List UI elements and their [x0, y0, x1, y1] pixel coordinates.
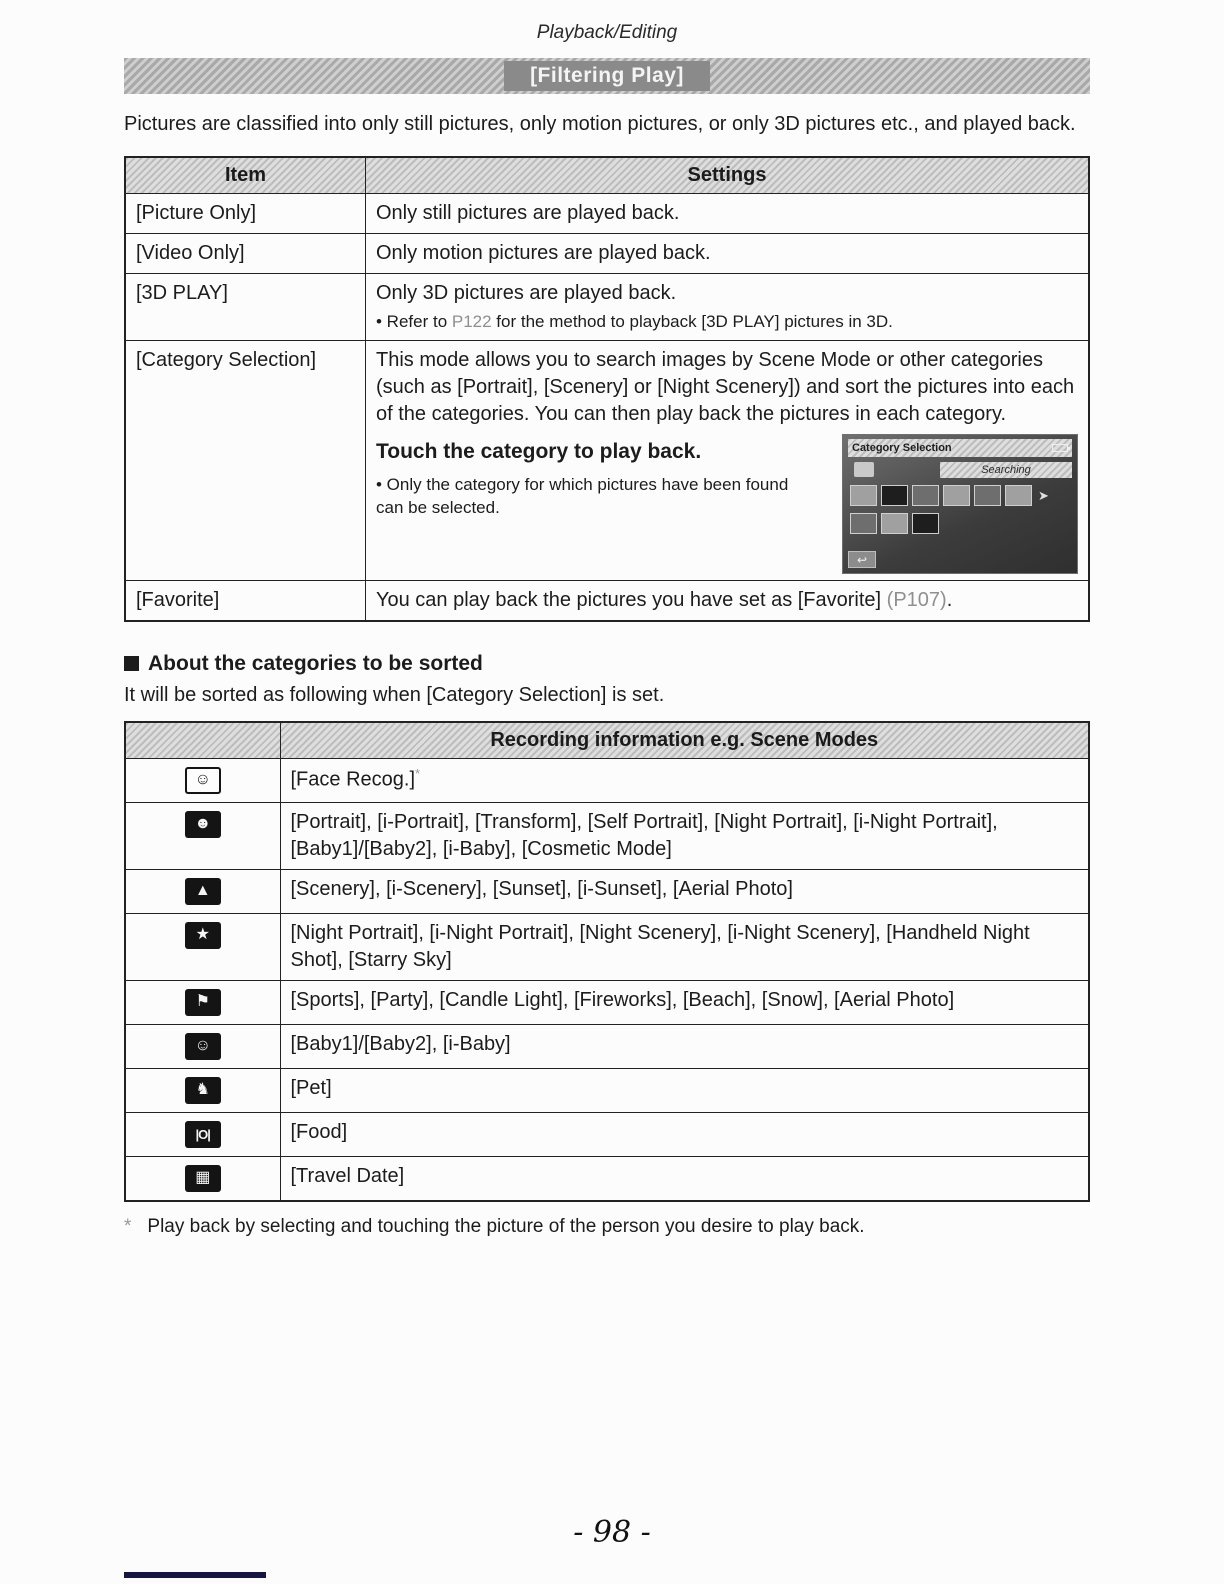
category-tile [912, 513, 939, 534]
category-cell: [Pet] [280, 1068, 1089, 1112]
category-cell [280, 758, 1089, 802]
running-header: Playback/Editing [536, 22, 678, 43]
intro-paragraph: Pictures are classified into only still pictures, only motion pictures, or only 3D pictures etc., and played back. [124, 113, 1076, 135]
table-row [125, 234, 1089, 274]
footnote-mark: * [415, 765, 421, 781]
table-row [125, 980, 1089, 1024]
category-cell: [Portrait], [i-Portrait], [Transform], [Self Portrait], [Night Portrait], [i-Night Portrait], [Baby1]/[Baby2], [i-Baby], [Cosmetic Mode] [280, 802, 1089, 869]
searching-status: Searching [940, 462, 1072, 478]
icon-cell [125, 1112, 280, 1156]
favorite-text: You can play back the pictures you have set as [Favorite] [376, 588, 887, 611]
footnote-text: Play back by selecting and touching the picture of the person you desire to play back. [147, 1215, 865, 1237]
icon-cell [125, 869, 280, 913]
icon-cell [125, 1024, 280, 1068]
table-header-row [125, 722, 1089, 759]
category-tile-row [850, 485, 1070, 506]
item-picture-only: [Picture Only] [125, 194, 366, 234]
category-tile [974, 485, 1001, 506]
table-row [125, 869, 1089, 913]
categories-heading-text: About the categories to be sorted [148, 651, 483, 675]
setting-category-selection [366, 340, 1090, 580]
square-bullet-icon [124, 656, 139, 671]
icon-cell [125, 802, 280, 869]
category-tile [850, 485, 877, 506]
categories-table [124, 721, 1090, 1202]
header-item: Item [125, 157, 366, 194]
night-portrait-icon: ★ [185, 922, 221, 949]
page-ref-p107: (P107) [886, 588, 947, 611]
category-cell: [Travel Date] [280, 1156, 1089, 1201]
table-row [125, 194, 1089, 234]
page-number: - 98 - [573, 1515, 651, 1550]
note-prefix: • Refer to [376, 312, 452, 331]
table-row [125, 802, 1089, 869]
category-selection-detail [376, 428, 1078, 574]
icon-cell [125, 1068, 280, 1112]
portrait-icon: ☻ [185, 811, 221, 838]
setting-3d-play [366, 274, 1090, 341]
next-arrow-icon: ➤ [1038, 487, 1049, 503]
header-icon-col [125, 722, 280, 759]
categories-heading [124, 652, 1090, 676]
footnote [124, 1214, 1090, 1240]
table-row [125, 1112, 1089, 1156]
sports-icon: ⚑ [185, 989, 221, 1016]
section-title-bar [124, 58, 1090, 94]
setting-favorite [366, 580, 1090, 621]
table-row [125, 1156, 1089, 1201]
table-row [125, 913, 1089, 980]
category-selection-left [376, 428, 816, 520]
category-cell: [Food] [280, 1112, 1089, 1156]
pet-icon: ♞ [185, 1077, 221, 1104]
table-header-row [125, 157, 1089, 194]
category-text: [Face Recog.] [290, 768, 416, 791]
category-note: • Only the category for which pictures have been found can be selected. [376, 475, 789, 518]
category-instruction: Touch the category to play back. [376, 439, 702, 463]
battery-icon [1052, 444, 1068, 452]
section-title: [Filtering Play] [504, 61, 710, 91]
category-tile [881, 513, 908, 534]
favorite-text-suffix: . [946, 588, 953, 611]
food-icon: |O| [185, 1121, 221, 1148]
category-tile-row [850, 513, 1070, 534]
category-tile [912, 485, 939, 506]
scenery-icon: ▲ [185, 878, 221, 905]
page-content [124, 0, 1090, 1240]
item-category-selection: [Category Selection] [125, 340, 366, 580]
setting-picture-only: Only still pictures are played back. [366, 194, 1090, 234]
item-3d-play: [3D PLAY] [125, 274, 366, 341]
page-ref-p122: P122 [451, 312, 492, 331]
icon-cell [125, 980, 280, 1024]
return-icon: ↩ [848, 551, 876, 568]
inset-status-row [848, 462, 1072, 478]
face-recog-icon: ☺ [185, 767, 221, 794]
category-cell: [Scenery], [i-Scenery], [Sunset], [i-Sunset], [Aerial Photo] [280, 869, 1089, 913]
header-recording-info: Recording information e.g. Scene Modes [280, 722, 1089, 759]
inset-title: Category Selection [852, 441, 952, 454]
table-row [125, 1024, 1089, 1068]
category-tile [943, 485, 970, 506]
item-video-only: [Video Only] [125, 234, 366, 274]
footnote-asterisk: * [124, 1215, 132, 1237]
icon-cell [125, 1156, 280, 1201]
category-tile [1005, 485, 1032, 506]
table-row [125, 758, 1089, 802]
table-row [125, 580, 1089, 621]
baby-icon: ☺ [185, 1033, 221, 1060]
category-tile [850, 513, 877, 534]
face-thumb-icon [854, 462, 874, 477]
setting-3d-play-note [376, 311, 1078, 334]
table-row [125, 1068, 1089, 1112]
table-row [125, 340, 1089, 580]
travel-date-icon: ▦ [185, 1165, 221, 1192]
categories-subtext: It will be sorted as following when [Category Selection] is set. [124, 683, 665, 706]
icon-cell [125, 758, 280, 802]
filtering-play-table [124, 156, 1090, 622]
setting-video-only: Only motion pictures are played back. [366, 234, 1090, 274]
note-suffix: for the method to playback [3D PLAY] pictures in 3D. [491, 312, 893, 331]
icon-cell [125, 913, 280, 980]
item-favorite: [Favorite] [125, 580, 366, 621]
table-row [125, 274, 1089, 341]
header-settings: Settings [366, 157, 1090, 194]
camera-screen-inset [842, 434, 1078, 574]
category-tile [881, 485, 908, 506]
category-selection-text: This mode allows you to search images by Scene Mode or other categories (such as [Portrait], [Scenery] or [Night Scenery]) and sort the pictures into each of the categories. You can then play back the pictures in each category. [376, 348, 1075, 425]
category-cell: [Sports], [Party], [Candle Light], [Fireworks], [Beach], [Snow], [Aerial Photo] [280, 980, 1089, 1024]
category-cell: [Baby1]/[Baby2], [i-Baby] [280, 1024, 1089, 1068]
inset-title-bar [848, 439, 1072, 457]
category-cell: [Night Portrait], [i-Night Portrait], [Night Scenery], [i-Night Scenery], [Handheld Night Shot], [Starry Sky] [280, 913, 1089, 980]
scan-artifact-line [124, 1572, 266, 1578]
setting-3d-play-text: Only 3D pictures are played back. [376, 282, 677, 304]
